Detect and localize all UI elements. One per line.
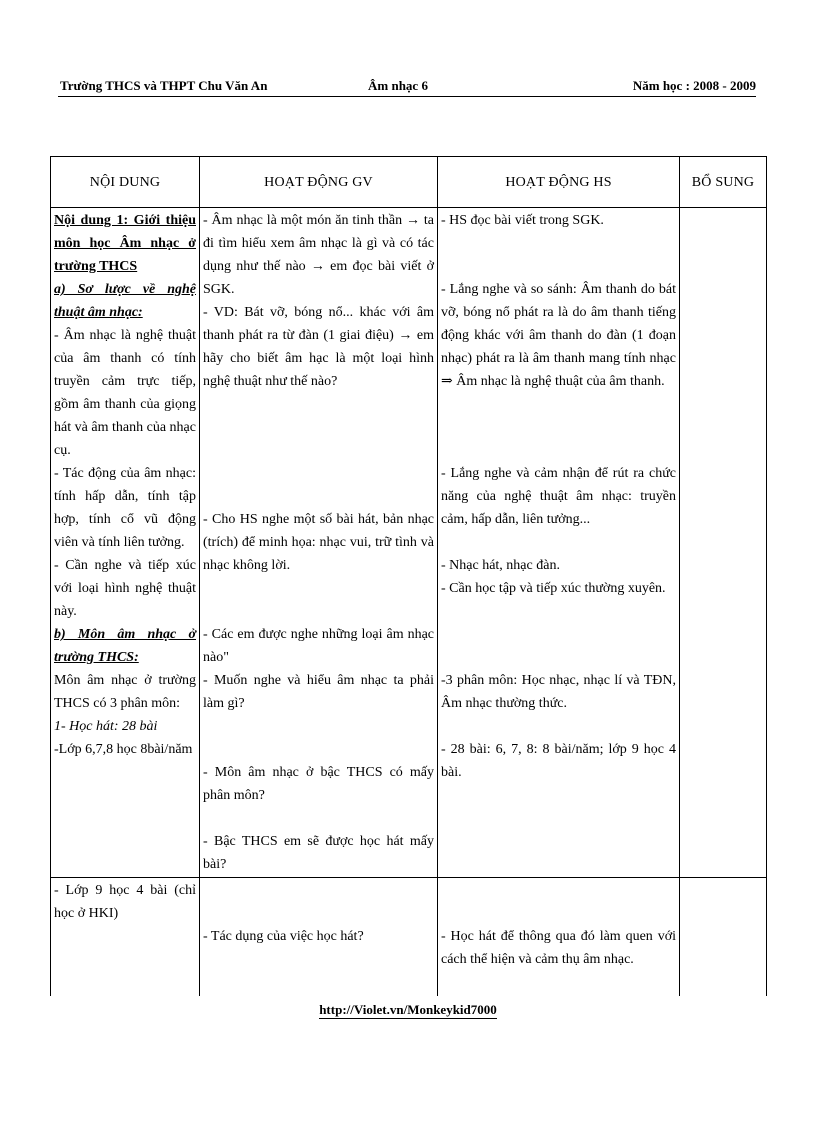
content-text: - Tác động của âm nhạc: tính hấp dẫn, tính tập hợp, tính cổ vũ động viên và tính liên tưởng. [54, 466, 196, 550]
student-text: - HS đọc bài viết trong SGK. [441, 213, 604, 228]
teacher-text: - Cho HS nghe một số bài hát, bản nhạc (trích) để minh họa: nhạc vui, trữ tình và nhạc không lời. [203, 512, 434, 573]
student-text: - Học hát để thông qua đó làm quen với cách thể hiện và cảm thụ âm nhạc. [441, 929, 676, 967]
table-row [51, 208, 767, 878]
content-title: Nội dung 1: Giới thiệu môn học Âm nhạc ở trường THCS [54, 213, 196, 274]
table-header-row [51, 157, 767, 208]
student-activity-cell [438, 878, 680, 997]
header-hoat-dong-hs: HOẠT ĐỘNG HS [438, 157, 680, 208]
content-text: - Lớp 9 học 4 bài (chỉ học ở HKI) [54, 883, 196, 921]
student-text: - 28 bài: 6, 7, 8: 8 bài/năm; lớp 9 học 4 bài. [441, 742, 676, 780]
student-text: - Lắng nghe và cảm nhận để rút ra chức năng của nghệ thuật âm nhạc: truyền cảm, hấp dẫn, liên tưởng... [441, 466, 676, 527]
subject-name: Âm nhạc 6 [368, 78, 428, 93]
footer-link[interactable]: http://Violet.vn/Monkeykid7000 [319, 1002, 497, 1017]
teacher-text: - Muốn nghe và hiểu âm nhạc ta phải làm gì? [203, 673, 434, 711]
teacher-text: - Tác dụng của việc học hát? [203, 929, 364, 944]
header-noi-dung: NỘI DUNG [51, 157, 200, 208]
page-footer [0, 1002, 816, 1018]
header-bo-sung: BỔ SUNG [680, 157, 767, 208]
notes-cell [680, 878, 767, 997]
table-row [51, 878, 767, 997]
content-cell [51, 208, 200, 878]
lesson-table [50, 156, 767, 996]
student-text: -3 phân môn: Học nhạc, nhạc lí và TĐN, Âm nhạc thường thức. [441, 673, 676, 711]
notes-cell [680, 208, 767, 878]
page-header [58, 78, 756, 97]
content-text: Môn âm nhạc ở trường THCS có 3 phân môn: [54, 673, 196, 711]
teacher-activity-cell [200, 878, 438, 997]
student-activity-cell [438, 208, 680, 878]
student-text: - Nhạc hát, nhạc đàn. [441, 558, 560, 573]
section-a-heading: a) Sơ lược về nghệ thuật âm nhạc: [54, 282, 196, 320]
school-year: Năm học : 2008 - 2009 [632, 78, 756, 93]
student-text: - Lắng nghe và so sánh: Âm thanh do bát vỡ, bóng nổ phát ra là do âm thanh tiếng động khác với âm thanh do đàn (1 đoạn nhạc) phát ra là âm thanh mang tính nhạc ⇒ Âm nhạc là nghệ thuật của âm thanh. [441, 282, 676, 389]
content-text: -Lớp 6,7,8 học 8bài/năm [54, 742, 193, 757]
teacher-text: - Bậc THCS em sẽ được học hát mấy bài? [203, 834, 434, 872]
content-text: - Âm nhạc là nghệ thuật của âm thanh có tính truyền cảm trực tiếp, gồm âm thanh của giọng hát và âm thanh của nhạc cụ. [54, 328, 196, 458]
teacher-text: - Môn âm nhạc ở bậc THCS có mấy phân môn? [203, 765, 434, 803]
content-text: - Cần nghe và tiếp xúc với loại hình nghệ thuật này. [54, 558, 196, 619]
teacher-text: - VD: Bát vỡ, bóng nổ... khác với âm thanh phát ra từ đàn (1 giai điệu) → em hãy cho biết âm hạc là một loại hình nghệ thuật như thế nào? [203, 305, 434, 389]
teacher-activity-cell [200, 208, 438, 878]
school-name: Trường THCS và THPT Chu Văn An [60, 78, 268, 93]
section-b-heading: b) Môn âm nhạc ở trường THCS: [54, 627, 196, 665]
content-text: 1- Học hát: 28 bài [54, 719, 158, 734]
content-cell [51, 878, 200, 997]
teacher-text: - Âm nhạc là một món ăn tinh thần → ta đi tìm hiểu xem âm nhạc là gì và có tác dụng như thế nào → em đọc bài viết ở SGK. [203, 213, 434, 297]
student-text: - Cần học tập và tiếp xúc thường xuyên. [441, 581, 666, 596]
header-hoat-dong-gv: HOẠT ĐỘNG GV [200, 157, 438, 208]
teacher-text: - Các em được nghe những loại âm nhạc nào" [203, 627, 434, 665]
